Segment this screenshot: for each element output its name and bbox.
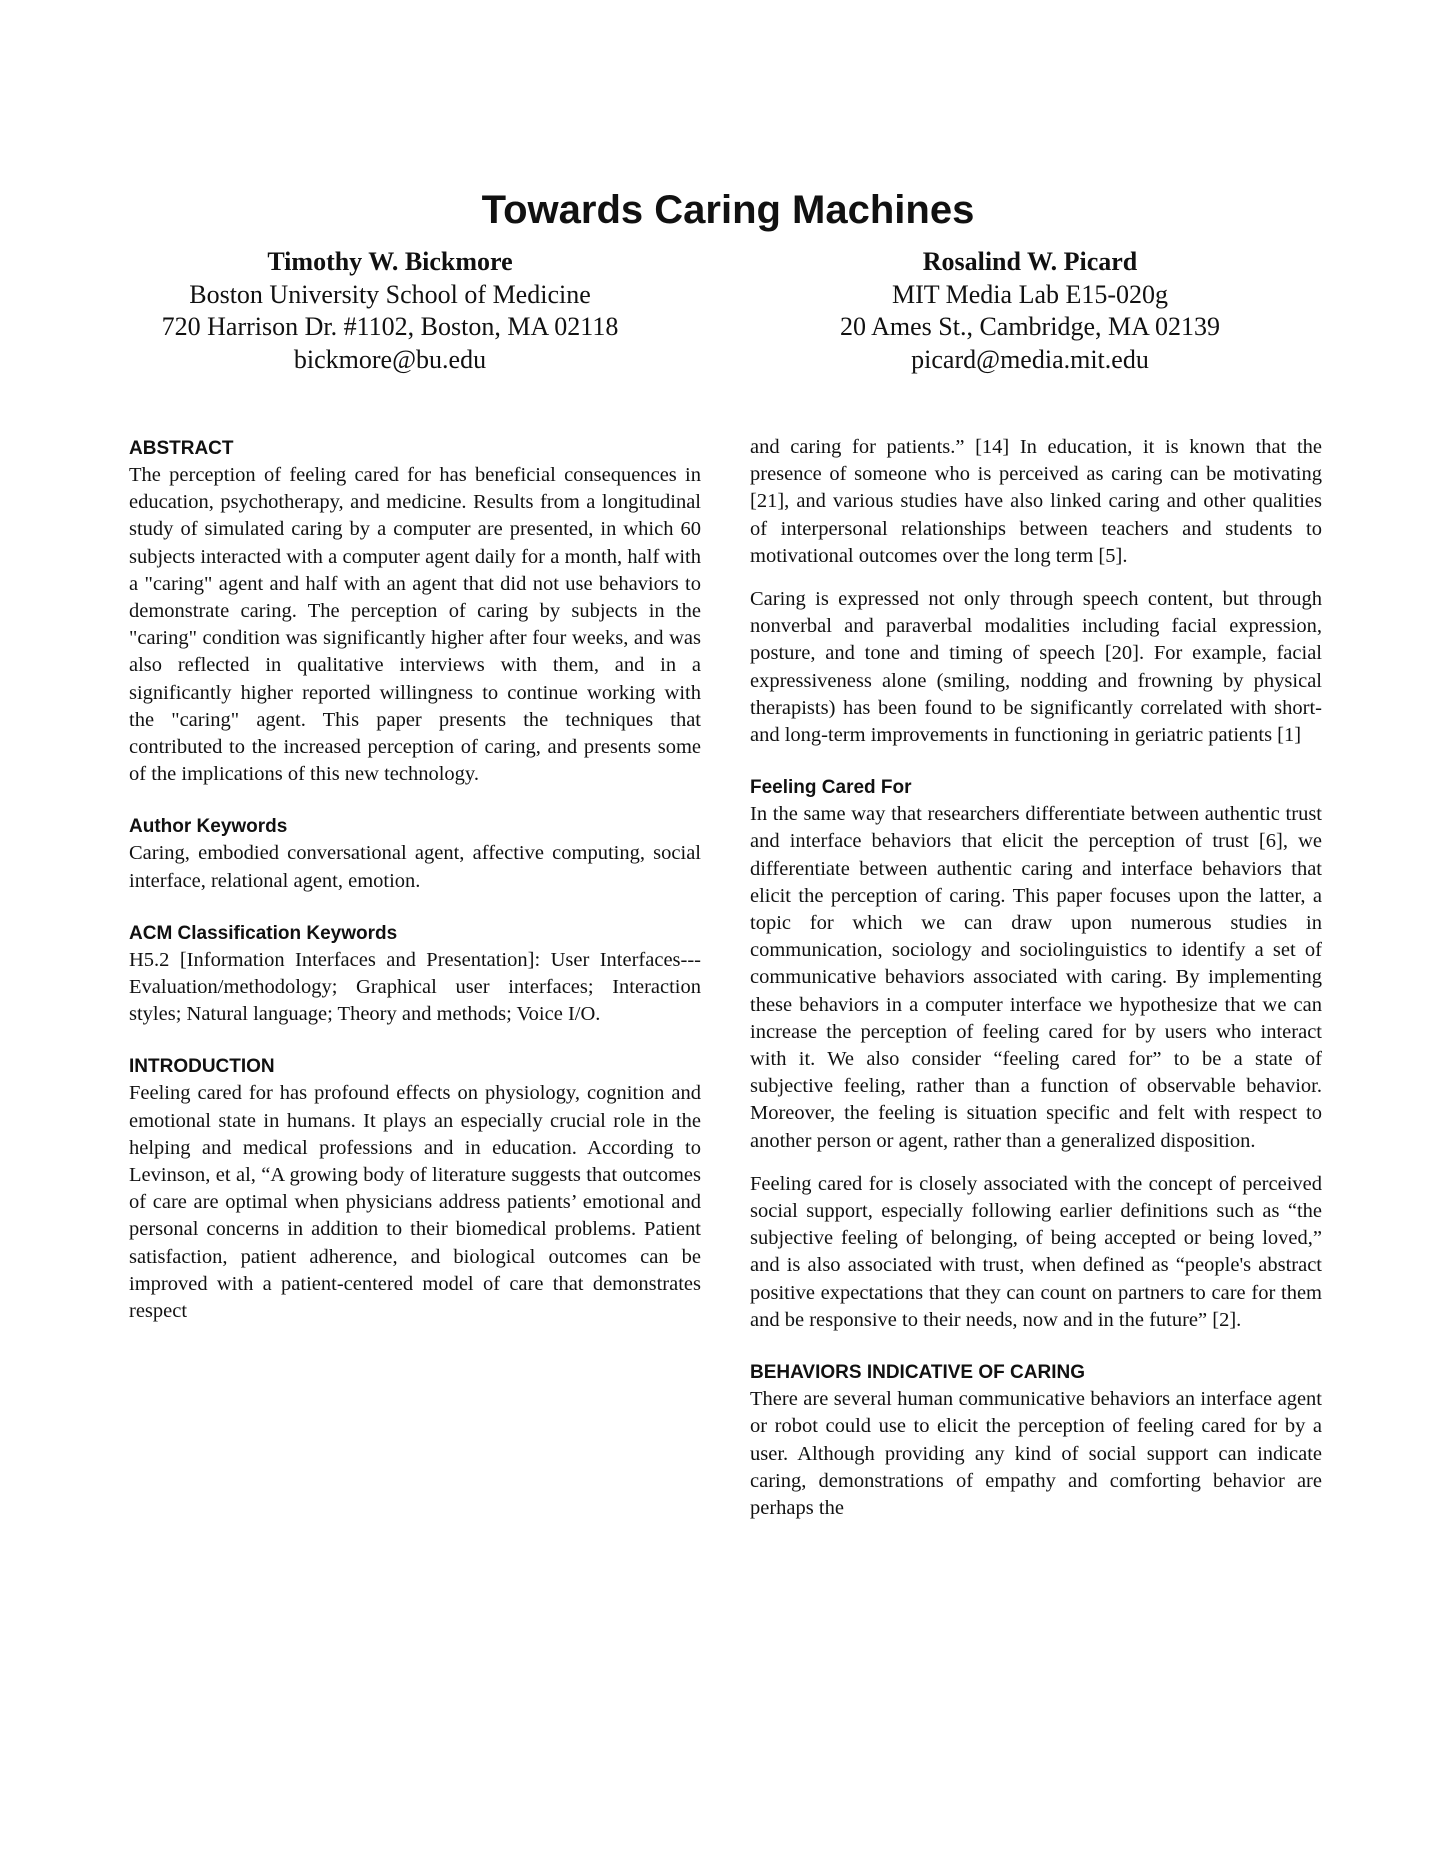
acm-text: H5.2 [Information Interfaces and Presentation]: User Interfaces---Evaluation/methodology; Graphical user interfaces; Interaction styles; Natural language; Theory and methods; Voice I/O. [129,948,701,1026]
acm-heading: ACM Classification Keywords [129,922,398,944]
author-name: Timothy W. Bickmore [267,247,513,276]
feeling-cared-for-heading: Feeling Cared For [750,777,912,799]
author-affiliation: MIT Media Lab E15-020g [891,279,1169,309]
left-column [129,436,701,1325]
author-affiliation: Boston University School of Medicine [189,279,591,309]
behaviors-text: There are several human communicative behaviors an interface agent or robot could use to elicit the perception of feeling cared for by a user. Although providing any kind of social support can indicate caring, demonstrations of empathy and comforting behavior are perhaps the [750,1388,1322,1519]
author-address: 20 Ames St., Cambridge, MA 02139 [840,312,1220,341]
author-address: 720 Harrison Dr. #1102, Boston, MA 02118 [161,312,619,341]
author-email[interactable]: picard@media.mit.edu [911,344,1149,374]
introduction-text: Feeling cared for has profound effects on physiology, cognition and emotional state in humans. It plays an especially crucial role in the helping and medical professions and in education. According to Levinson, et al, “A growing body of literature suggests that outcomes of care are optimal when physicians address patients’ emotional and personal concerns in addition to their biomedical problems. Patient satisfaction, patient adherence, and biological outcomes can be improved with a patient-centered model of care that demonstrates respect [129,1082,701,1323]
abstract-heading: ABSTRACT [129,438,234,459]
keywords-text: Caring, embodied conversational agent, affective computing, social interface, relational agent, emotion. [129,842,701,892]
author-email[interactable]: bickmore@bu.edu [293,344,487,374]
introduction-heading: INTRODUCTION [129,1056,275,1078]
feeling-cared-for-text: In the same way that researchers differentiate between authentic trust and interface behaviors that elicit the perception of trust [6], we differentiate between authentic caring and interface behaviors that elicit the perception of caring. This paper focuses upon the latter, a topic for which we can draw upon numerous studies in communication, sociology and sociolinguistics to identify a set of communicative behaviors associated with caring. By implementing these behaviors in a computer interface we hypothesize that we can increase the perception of feeling cared for by users who interact with it. We also consider “feeling cared for” to be a state of subjective feeling, rather than a function of observable behavior. Moreover, the feeling is situation specific and felt with respect to another person or agent, rather than a generalized disposition. [750,803,1322,1152]
abstract-text: The perception of feeling cared for has beneficial consequences in education, psychotherapy, and medicine. Results from a longitudinal study of simulated caring by a computer are presented, in which 60 subjects interacted with a computer agent daily for a month, half with a "caring" agent and half with an agent that did not use behaviors to demonstrate caring. The perception of caring by subjects in the "caring" condition was significantly higher after four weeks, and was also reflected in qualitative interviews with them, and in a significantly higher reported willingness to continue working with the "caring" agent. This paper presents the techniques that contributed to the increased perception of caring, and presents some of the implications of this new technology. [129,464,701,786]
paper-title: Towards Caring Machines [481,188,975,232]
author-name: Rosalind W. Picard [922,247,1138,276]
introduction-continued: and caring for patients.” [14] In education, it is known that the presence of someone who is perceived as caring can be motivating [21], and various studies have also linked caring and other qualities of interpersonal relationships between teachers and students to motivational outcomes over the long term [5]. [750,436,1322,567]
feeling-cared-for-text-2: Feeling cared for is closely associated with the concept of perceived social support, especially following earlier definitions such as “the subjective feeling of belonging, of being accepted or being loved,” and is also associated with trust, when defined as “people's abstract positive expectations that they can count on partners to care for them and be responsive to their needs, now and in the future” [2]. [750,1172,1322,1331]
author-block-1 [130,246,650,376]
behaviors-heading: BEHAVIORS INDICATIVE OF CARING [750,1362,1085,1384]
keywords-heading: Author Keywords [129,816,288,838]
author-block-2 [770,246,1290,376]
caring-expressed-text: Caring is expressed not only through speech content, but through nonverbal and paraverbal modalities including facial expression, posture, and tone and timing of speech [20]. For example, facial expressiveness alone (smiling, nodding and frowning by physical therapists) has been found to be significantly correlated with short- and long-term improvements in functioning in geriatric patients [1] [750,588,1322,747]
right-column [750,434,1322,1522]
